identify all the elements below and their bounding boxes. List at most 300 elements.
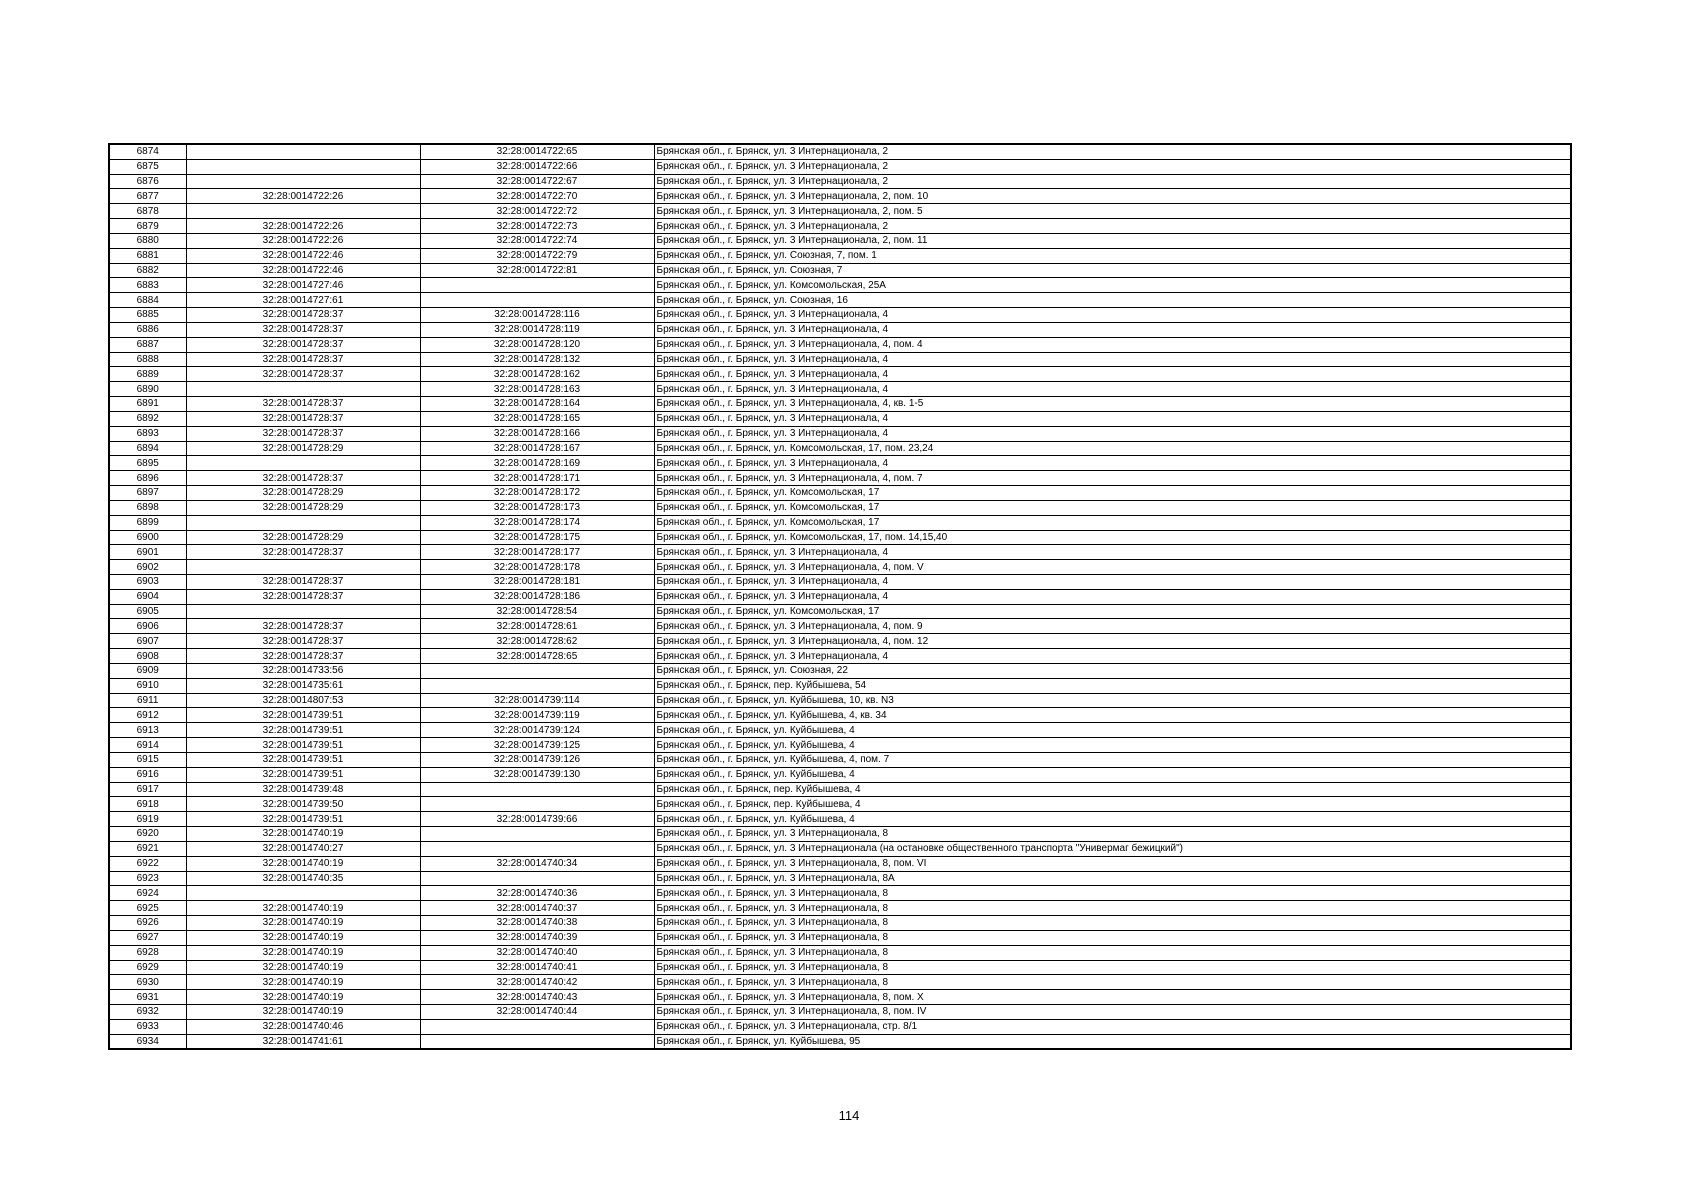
row-number-cell: 6918 <box>109 797 186 812</box>
object-cadastral-number-cell: 32:28:0014740:42 <box>420 975 654 990</box>
table-row <box>109 678 1571 693</box>
address-cell: Брянская обл., г. Брянск, ул. 3 Интернационала, 8А <box>654 871 1571 886</box>
table-row <box>109 1019 1571 1034</box>
row-number-cell: 6887 <box>109 337 186 352</box>
object-cadastral-number-cell: 32:28:0014740:37 <box>420 901 654 916</box>
land-cadastral-number-cell <box>186 159 420 174</box>
object-cadastral-number-cell: 32:28:0014722:79 <box>420 248 654 263</box>
table-row <box>109 308 1571 323</box>
land-cadastral-number-cell <box>186 604 420 619</box>
address-cell: Брянская обл., г. Брянск, ул. 3 Интернационала, 4, пом. 12 <box>654 634 1571 649</box>
property-registry-table <box>108 143 1572 1050</box>
object-cadastral-number-cell: 32:28:0014739:119 <box>420 708 654 723</box>
land-cadastral-number-cell: 32:28:0014739:51 <box>186 708 420 723</box>
object-cadastral-number-cell: 32:28:0014722:74 <box>420 233 654 248</box>
land-cadastral-number-cell: 32:28:0014740:19 <box>186 990 420 1005</box>
land-cadastral-number-cell: 32:28:0014740:19 <box>186 975 420 990</box>
row-number-cell: 6906 <box>109 619 186 634</box>
land-cadastral-number-cell: 32:28:0014728:37 <box>186 545 420 560</box>
object-cadastral-number-cell: 32:28:0014740:36 <box>420 886 654 901</box>
row-number-cell: 6882 <box>109 263 186 278</box>
object-cadastral-number-cell: 32:28:0014728:169 <box>420 456 654 471</box>
land-cadastral-number-cell: 32:28:0014733:56 <box>186 663 420 678</box>
address-cell: Брянская обл., г. Брянск, ул. 3 Интернационала, 8, пом. VI <box>654 856 1571 871</box>
land-cadastral-number-cell: 32:28:0014739:51 <box>186 752 420 767</box>
table-row <box>109 619 1571 634</box>
object-cadastral-number-cell: 32:28:0014728:171 <box>420 471 654 486</box>
row-number-cell: 6890 <box>109 382 186 397</box>
address-cell: Брянская обл., г. Брянск, ул. 3 Интернационала, 4, кв. 1-5 <box>654 397 1571 412</box>
address-cell: Брянская обл., г. Брянск, ул. 3 Интернационала, 4 <box>654 411 1571 426</box>
land-cadastral-number-cell <box>186 560 420 575</box>
address-cell: Брянская обл., г. Брянск, ул. 3 Интернационала, 4, пом. 7 <box>654 471 1571 486</box>
land-cadastral-number-cell: 32:28:0014722:46 <box>186 263 420 278</box>
land-cadastral-number-cell: 32:28:0014740:19 <box>186 827 420 842</box>
address-cell: Брянская обл., г. Брянск, ул. 3 Интернационала, 4 <box>654 382 1571 397</box>
land-cadastral-number-cell: 32:28:0014728:37 <box>186 426 420 441</box>
row-number-cell: 6878 <box>109 204 186 219</box>
object-cadastral-number-cell: 32:28:0014728:62 <box>420 634 654 649</box>
address-cell: Брянская обл., г. Брянск, ул. Союзная, 7, пом. 1 <box>654 248 1571 263</box>
table-row <box>109 456 1571 471</box>
row-number-cell: 6924 <box>109 886 186 901</box>
address-cell: Брянская обл., г. Брянск, ул. 3 Интернационала, 2, пом. 5 <box>654 204 1571 219</box>
land-cadastral-number-cell: 32:28:0014728:37 <box>186 649 420 664</box>
row-number-cell: 6897 <box>109 486 186 501</box>
table-row <box>109 827 1571 842</box>
address-cell: Брянская обл., г. Брянск, ул. 3 Интернационала, 4 <box>654 426 1571 441</box>
object-cadastral-number-cell: 32:28:0014728:173 <box>420 500 654 515</box>
land-cadastral-number-cell: 32:28:0014728:37 <box>186 471 420 486</box>
object-cadastral-number-cell: 32:28:0014722:72 <box>420 204 654 219</box>
object-cadastral-number-cell: 32:28:0014728:163 <box>420 382 654 397</box>
address-cell: Брянская обл., г. Брянск, ул. 3 Интернационала, 4 <box>654 574 1571 589</box>
table-row <box>109 189 1571 204</box>
row-number-cell: 6912 <box>109 708 186 723</box>
object-cadastral-number-cell: 32:28:0014728:167 <box>420 441 654 456</box>
land-cadastral-number-cell: 32:28:0014740:19 <box>186 930 420 945</box>
address-cell: Брянская обл., г. Брянск, ул. 3 Интернационала, 8 <box>654 975 1571 990</box>
row-number-cell: 6902 <box>109 560 186 575</box>
table-row <box>109 916 1571 931</box>
land-cadastral-number-cell: 32:28:0014739:51 <box>186 767 420 782</box>
row-number-cell: 6888 <box>109 352 186 367</box>
row-number-cell: 6933 <box>109 1019 186 1034</box>
address-cell: Брянская обл., г. Брянск, ул. 3 Интернационала, 2 <box>654 144 1571 159</box>
row-number-cell: 6877 <box>109 189 186 204</box>
table-row <box>109 263 1571 278</box>
object-cadastral-number-cell: 32:28:0014728:119 <box>420 322 654 337</box>
address-cell: Брянская обл., г. Брянск, ул. 3 Интернационала, 4 <box>654 367 1571 382</box>
land-cadastral-number-cell: 32:28:0014740:19 <box>186 1005 420 1020</box>
object-cadastral-number-cell <box>420 797 654 812</box>
address-cell: Брянская обл., г. Брянск, ул. Союзная, 16 <box>654 293 1571 308</box>
row-number-cell: 6926 <box>109 916 186 931</box>
row-number-cell: 6900 <box>109 530 186 545</box>
land-cadastral-number-cell: 32:28:0014722:26 <box>186 219 420 234</box>
table-row <box>109 990 1571 1005</box>
row-number-cell: 6880 <box>109 233 186 248</box>
table-row <box>109 545 1571 560</box>
object-cadastral-number-cell <box>420 827 654 842</box>
address-cell: Брянская обл., г. Брянск, ул. Комсомольская, 17 <box>654 486 1571 501</box>
row-number-cell: 6905 <box>109 604 186 619</box>
object-cadastral-number-cell <box>420 1034 654 1049</box>
object-cadastral-number-cell: 32:28:0014728:186 <box>420 589 654 604</box>
object-cadastral-number-cell <box>420 663 654 678</box>
object-cadastral-number-cell: 32:28:0014728:61 <box>420 619 654 634</box>
land-cadastral-number-cell: 32:28:0014728:37 <box>186 337 420 352</box>
table-row <box>109 1005 1571 1020</box>
table-row <box>109 500 1571 515</box>
object-cadastral-number-cell: 32:28:0014740:41 <box>420 960 654 975</box>
row-number-cell: 6898 <box>109 500 186 515</box>
address-cell: Брянская обл., г. Брянск, ул. 3 Интернационала, 2 <box>654 159 1571 174</box>
land-cadastral-number-cell <box>186 144 420 159</box>
row-number-cell: 6892 <box>109 411 186 426</box>
address-cell: Брянская обл., г. Брянск, ул. Союзная, 22 <box>654 663 1571 678</box>
table-row <box>109 471 1571 486</box>
table-row <box>109 293 1571 308</box>
table-row <box>109 975 1571 990</box>
object-cadastral-number-cell: 32:28:0014722:65 <box>420 144 654 159</box>
row-number-cell: 6907 <box>109 634 186 649</box>
row-number-cell: 6922 <box>109 856 186 871</box>
land-cadastral-number-cell: 32:28:0014728:37 <box>186 589 420 604</box>
table-row <box>109 144 1571 159</box>
table-row <box>109 397 1571 412</box>
address-cell: Брянская обл., г. Брянск, ул. 3 Интернационала, 2 <box>654 174 1571 189</box>
object-cadastral-number-cell: 32:28:0014739:114 <box>420 693 654 708</box>
address-cell: Брянская обл., г. Брянск, ул. Комсомольская, 17 <box>654 604 1571 619</box>
table-row <box>109 411 1571 426</box>
object-cadastral-number-cell <box>420 278 654 293</box>
table-row <box>109 841 1571 856</box>
land-cadastral-number-cell: 32:28:0014727:61 <box>186 293 420 308</box>
land-cadastral-number-cell: 32:28:0014728:37 <box>186 634 420 649</box>
land-cadastral-number-cell: 32:28:0014741:61 <box>186 1034 420 1049</box>
table-row <box>109 441 1571 456</box>
object-cadastral-number-cell: 32:28:0014722:81 <box>420 263 654 278</box>
object-cadastral-number-cell: 32:28:0014740:34 <box>420 856 654 871</box>
object-cadastral-number-cell <box>420 782 654 797</box>
address-cell: Брянская обл., г. Брянск, пер. Куйбышева, 4 <box>654 782 1571 797</box>
object-cadastral-number-cell: 32:28:0014728:174 <box>420 515 654 530</box>
row-number-cell: 6927 <box>109 930 186 945</box>
row-number-cell: 6875 <box>109 159 186 174</box>
address-cell: Брянская обл., г. Брянск, ул. 3 Интернационала, 2 <box>654 219 1571 234</box>
address-cell: Брянская обл., г. Брянск, ул. Куйбышева, 4, пом. 7 <box>654 752 1571 767</box>
land-cadastral-number-cell: 32:28:0014740:19 <box>186 960 420 975</box>
table-row <box>109 233 1571 248</box>
table-row <box>109 604 1571 619</box>
object-cadastral-number-cell: 32:28:0014728:65 <box>420 649 654 664</box>
land-cadastral-number-cell: 32:28:0014735:61 <box>186 678 420 693</box>
address-cell: Брянская обл., г. Брянск, ул. Комсомольская, 17 <box>654 500 1571 515</box>
table-row <box>109 337 1571 352</box>
land-cadastral-number-cell: 32:28:0014728:29 <box>186 486 420 501</box>
row-number-cell: 6894 <box>109 441 186 456</box>
page-number: 114 <box>838 1108 860 1123</box>
address-cell: Брянская обл., г. Брянск, ул. Куйбышева, 95 <box>654 1034 1571 1049</box>
table-row <box>109 322 1571 337</box>
table-row <box>109 797 1571 812</box>
land-cadastral-number-cell: 32:28:0014728:37 <box>186 574 420 589</box>
row-number-cell: 6884 <box>109 293 186 308</box>
row-number-cell: 6896 <box>109 471 186 486</box>
table-row <box>109 708 1571 723</box>
land-cadastral-number-cell: 32:28:0014728:37 <box>186 308 420 323</box>
table-row <box>109 367 1571 382</box>
row-number-cell: 6886 <box>109 322 186 337</box>
table-row <box>109 426 1571 441</box>
object-cadastral-number-cell: 32:28:0014740:40 <box>420 945 654 960</box>
address-cell: Брянская обл., г. Брянск, ул. Куйбышева, 4 <box>654 812 1571 827</box>
row-number-cell: 6931 <box>109 990 186 1005</box>
object-cadastral-number-cell: 32:28:0014739:125 <box>420 738 654 753</box>
object-cadastral-number-cell: 32:28:0014740:44 <box>420 1005 654 1020</box>
table-row <box>109 352 1571 367</box>
row-number-cell: 6923 <box>109 871 186 886</box>
table-row <box>109 871 1571 886</box>
table-row <box>109 752 1571 767</box>
object-cadastral-number-cell: 32:28:0014740:39 <box>420 930 654 945</box>
land-cadastral-number-cell: 32:28:0014722:26 <box>186 233 420 248</box>
land-cadastral-number-cell: 32:28:0014728:37 <box>186 397 420 412</box>
address-cell: Брянская обл., г. Брянск, ул. 3 Интернационала, 4 <box>654 352 1571 367</box>
address-cell: Брянская обл., г. Брянск, ул. 3 Интернационала, 8 <box>654 901 1571 916</box>
object-cadastral-number-cell: 32:28:0014728:164 <box>420 397 654 412</box>
table-row <box>109 901 1571 916</box>
row-number-cell: 6901 <box>109 545 186 560</box>
table-row <box>109 1034 1571 1049</box>
object-cadastral-number-cell: 32:28:0014739:130 <box>420 767 654 782</box>
row-number-cell: 6915 <box>109 752 186 767</box>
object-cadastral-number-cell: 32:28:0014728:175 <box>420 530 654 545</box>
object-cadastral-number-cell: 32:28:0014722:70 <box>420 189 654 204</box>
address-cell: Брянская обл., г. Брянск, ул. 3 Интернационала (на остановке общественного транспорта "Универмаг бежицкий") <box>654 841 1571 856</box>
row-number-cell: 6917 <box>109 782 186 797</box>
land-cadastral-number-cell: 32:28:0014728:29 <box>186 530 420 545</box>
row-number-cell: 6876 <box>109 174 186 189</box>
row-number-cell: 6879 <box>109 219 186 234</box>
address-cell: Брянская обл., г. Брянск, ул. 3 Интернационала, 8, пом. X <box>654 990 1571 1005</box>
table-row <box>109 634 1571 649</box>
table-row <box>109 574 1571 589</box>
row-number-cell: 6874 <box>109 144 186 159</box>
address-cell: Брянская обл., г. Брянск, ул. Комсомольская, 17, пом. 14,15,40 <box>654 530 1571 545</box>
table-row <box>109 486 1571 501</box>
object-cadastral-number-cell <box>420 678 654 693</box>
land-cadastral-number-cell: 32:28:0014727:46 <box>186 278 420 293</box>
address-cell: Брянская обл., г. Брянск, ул. 3 Интернационала, 8 <box>654 827 1571 842</box>
land-cadastral-number-cell: 32:28:0014740:35 <box>186 871 420 886</box>
land-cadastral-number-cell: 32:28:0014739:51 <box>186 723 420 738</box>
table-row <box>109 515 1571 530</box>
row-number-cell: 6929 <box>109 960 186 975</box>
object-cadastral-number-cell: 32:28:0014740:43 <box>420 990 654 1005</box>
land-cadastral-number-cell: 32:28:0014740:19 <box>186 945 420 960</box>
table-row <box>109 560 1571 575</box>
address-cell: Брянская обл., г. Брянск, ул. Куйбышева, 4 <box>654 723 1571 738</box>
land-cadastral-number-cell <box>186 204 420 219</box>
address-cell: Брянская обл., г. Брянск, ул. 3 Интернационала, 4, пом. V <box>654 560 1571 575</box>
table-row <box>109 382 1571 397</box>
land-cadastral-number-cell: 32:28:0014740:19 <box>186 901 420 916</box>
table-row <box>109 738 1571 753</box>
address-cell: Брянская обл., г. Брянск, ул. 3 Интернационала, 4, пом. 4 <box>654 337 1571 352</box>
table-row <box>109 248 1571 263</box>
address-cell: Брянская обл., г. Брянск, ул. 3 Интернационала, 4 <box>654 308 1571 323</box>
land-cadastral-number-cell: 32:28:0014739:51 <box>186 738 420 753</box>
land-cadastral-number-cell <box>186 382 420 397</box>
address-cell: Брянская обл., г. Брянск, ул. Куйбышева, 10, кв. N3 <box>654 693 1571 708</box>
row-number-cell: 6909 <box>109 663 186 678</box>
address-cell: Брянская обл., г. Брянск, ул. 3 Интернационала, стр. 8/1 <box>654 1019 1571 1034</box>
address-cell: Брянская обл., г. Брянск, ул. 3 Интернационала, 2, пом. 10 <box>654 189 1571 204</box>
table-row <box>109 960 1571 975</box>
row-number-cell: 6932 <box>109 1005 186 1020</box>
row-number-cell: 6911 <box>109 693 186 708</box>
address-cell: Брянская обл., г. Брянск, ул. Союзная, 7 <box>654 263 1571 278</box>
table-row <box>109 649 1571 664</box>
row-number-cell: 6908 <box>109 649 186 664</box>
land-cadastral-number-cell <box>186 515 420 530</box>
table-row <box>109 589 1571 604</box>
address-cell: Брянская обл., г. Брянск, пер. Куйбышева, 4 <box>654 797 1571 812</box>
address-cell: Брянская обл., г. Брянск, ул. 3 Интернационала, 8 <box>654 960 1571 975</box>
object-cadastral-number-cell: 32:28:0014728:177 <box>420 545 654 560</box>
address-cell: Брянская обл., г. Брянск, ул. 3 Интернационала, 8 <box>654 916 1571 931</box>
object-cadastral-number-cell: 32:28:0014739:124 <box>420 723 654 738</box>
land-cadastral-number-cell: 32:28:0014739:51 <box>186 812 420 827</box>
address-cell: Брянская обл., г. Брянск, ул. 3 Интернационала, 4 <box>654 322 1571 337</box>
land-cadastral-number-cell: 32:28:0014740:46 <box>186 1019 420 1034</box>
address-cell: Брянская обл., г. Брянск, ул. 3 Интернационала, 4 <box>654 649 1571 664</box>
registry-table-body <box>109 144 1571 1049</box>
table-row <box>109 204 1571 219</box>
land-cadastral-number-cell: 32:28:0014728:37 <box>186 322 420 337</box>
row-number-cell: 6914 <box>109 738 186 753</box>
address-cell: Брянская обл., г. Брянск, ул. Комсомольская, 17, пом. 23,24 <box>654 441 1571 456</box>
address-cell: Брянская обл., г. Брянск, ул. 3 Интернационала, 8 <box>654 945 1571 960</box>
address-cell: Брянская обл., г. Брянск, ул. 3 Интернационала, 4 <box>654 545 1571 560</box>
object-cadastral-number-cell: 32:28:0014722:66 <box>420 159 654 174</box>
object-cadastral-number-cell: 32:28:0014728:116 <box>420 308 654 323</box>
row-number-cell: 6899 <box>109 515 186 530</box>
row-number-cell: 6910 <box>109 678 186 693</box>
land-cadastral-number-cell: 32:28:0014740:27 <box>186 841 420 856</box>
row-number-cell: 6893 <box>109 426 186 441</box>
row-number-cell: 6889 <box>109 367 186 382</box>
object-cadastral-number-cell: 32:28:0014728:178 <box>420 560 654 575</box>
object-cadastral-number-cell: 32:28:0014739:126 <box>420 752 654 767</box>
address-cell: Брянская обл., г. Брянск, ул. Комсомольская, 17 <box>654 515 1571 530</box>
land-cadastral-number-cell: 32:28:0014728:37 <box>186 352 420 367</box>
address-cell: Брянская обл., г. Брянск, ул. 3 Интернационала, 8 <box>654 930 1571 945</box>
object-cadastral-number-cell <box>420 1019 654 1034</box>
table-row <box>109 945 1571 960</box>
row-number-cell: 6904 <box>109 589 186 604</box>
object-cadastral-number-cell: 32:28:0014728:181 <box>420 574 654 589</box>
object-cadastral-number-cell <box>420 871 654 886</box>
land-cadastral-number-cell: 32:28:0014728:29 <box>186 441 420 456</box>
land-cadastral-number-cell: 32:28:0014739:50 <box>186 797 420 812</box>
land-cadastral-number-cell: 32:28:0014722:46 <box>186 248 420 263</box>
land-cadastral-number-cell: 32:28:0014728:29 <box>186 500 420 515</box>
row-number-cell: 6881 <box>109 248 186 263</box>
object-cadastral-number-cell: 32:28:0014728:120 <box>420 337 654 352</box>
table-row <box>109 723 1571 738</box>
land-cadastral-number-cell <box>186 174 420 189</box>
land-cadastral-number-cell: 32:28:0014807:53 <box>186 693 420 708</box>
row-number-cell: 6928 <box>109 945 186 960</box>
land-cadastral-number-cell: 32:28:0014739:48 <box>186 782 420 797</box>
address-cell: Брянская обл., г. Брянск, ул. Куйбышева, 4 <box>654 738 1571 753</box>
address-cell: Брянская обл., г. Брянск, пер. Куйбышева, 54 <box>654 678 1571 693</box>
row-number-cell: 6891 <box>109 397 186 412</box>
object-cadastral-number-cell: 32:28:0014728:166 <box>420 426 654 441</box>
object-cadastral-number-cell: 32:28:0014740:38 <box>420 916 654 931</box>
land-cadastral-number-cell: 32:28:0014728:37 <box>186 619 420 634</box>
object-cadastral-number-cell: 32:28:0014728:132 <box>420 352 654 367</box>
table-row <box>109 930 1571 945</box>
address-cell: Брянская обл., г. Брянск, ул. Куйбышева, 4, кв. 34 <box>654 708 1571 723</box>
object-cadastral-number-cell: 32:28:0014739:66 <box>420 812 654 827</box>
table-row <box>109 782 1571 797</box>
table-row <box>109 886 1571 901</box>
row-number-cell: 6920 <box>109 827 186 842</box>
land-cadastral-number-cell <box>186 456 420 471</box>
row-number-cell: 6919 <box>109 812 186 827</box>
land-cadastral-number-cell <box>186 886 420 901</box>
row-number-cell: 6934 <box>109 1034 186 1049</box>
table-row <box>109 812 1571 827</box>
table-row <box>109 174 1571 189</box>
address-cell: Брянская обл., г. Брянск, ул. 3 Интернационала, 4, пом. 9 <box>654 619 1571 634</box>
table-row <box>109 693 1571 708</box>
row-number-cell: 6930 <box>109 975 186 990</box>
address-cell: Брянская обл., г. Брянск, ул. 3 Интернационала, 4 <box>654 589 1571 604</box>
row-number-cell: 6883 <box>109 278 186 293</box>
table-row <box>109 530 1571 545</box>
object-cadastral-number-cell: 32:28:0014722:73 <box>420 219 654 234</box>
object-cadastral-number-cell <box>420 293 654 308</box>
object-cadastral-number-cell <box>420 841 654 856</box>
table-row <box>109 278 1571 293</box>
object-cadastral-number-cell: 32:28:0014728:54 <box>420 604 654 619</box>
row-number-cell: 6895 <box>109 456 186 471</box>
address-cell: Брянская обл., г. Брянск, ул. 3 Интернационала, 4 <box>654 456 1571 471</box>
row-number-cell: 6925 <box>109 901 186 916</box>
table-row <box>109 856 1571 871</box>
address-cell: Брянская обл., г. Брянск, ул. 3 Интернационала, 8, пом. IV <box>654 1005 1571 1020</box>
row-number-cell: 6913 <box>109 723 186 738</box>
land-cadastral-number-cell: 32:28:0014740:19 <box>186 916 420 931</box>
row-number-cell: 6916 <box>109 767 186 782</box>
address-cell: Брянская обл., г. Брянск, ул. 3 Интернационала, 2, пом. 11 <box>654 233 1571 248</box>
object-cadastral-number-cell: 32:28:0014728:172 <box>420 486 654 501</box>
row-number-cell: 6885 <box>109 308 186 323</box>
table-row <box>109 219 1571 234</box>
land-cadastral-number-cell: 32:28:0014728:37 <box>186 411 420 426</box>
table-row <box>109 663 1571 678</box>
land-cadastral-number-cell: 32:28:0014722:26 <box>186 189 420 204</box>
land-cadastral-number-cell: 32:28:0014728:37 <box>186 367 420 382</box>
row-number-cell: 6921 <box>109 841 186 856</box>
land-cadastral-number-cell: 32:28:0014740:19 <box>186 856 420 871</box>
row-number-cell: 6903 <box>109 574 186 589</box>
